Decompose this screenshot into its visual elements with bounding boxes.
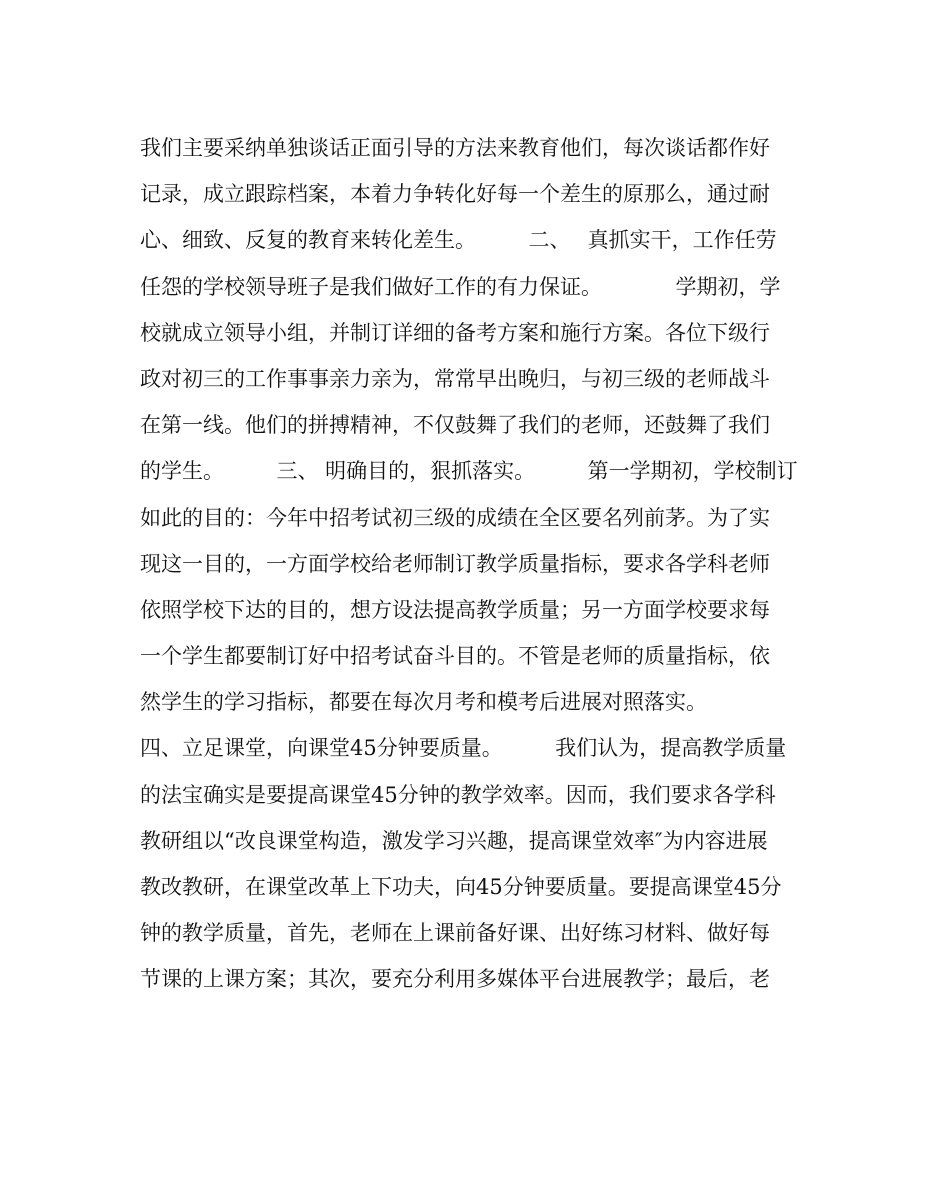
text-line: 钟的教学质量，首先，老师在上课前备好课、出好练习材料、做好每 [140,921,770,946]
text-line: 任怨的学校领导班子是我们做好工作的有力保证。 学期初，学 [140,274,781,299]
text-line: 四、立足课堂，向课堂45分钟要质量。 我们认为，提高教学质量 [140,736,787,761]
text-line: 校就成立领导小组，并制订详细的备考方案和施行方案。各位下级行 [140,320,770,345]
text-line: 现这一目的，一方面学校给老师制订教学质量指标，要求各学科老师 [140,551,770,576]
text-line: 然学生的学习指标，都要在每次月考和模考后进展对照落实。 [140,690,707,715]
text-line: 的法宝确实是要提高课堂45分钟的教学效率。因而，我们要求各学科 [140,782,776,807]
text-line: 心、细致、反复的教育来转化差生。 二、 真抓实干，工作任劳 [140,228,777,253]
text-line: 我们主要采纳单独谈话正面引导的方法来教育他们，每次谈话都作好 [140,136,770,160]
text-line: 在第一线。他们的拼搏精神，不仅鼓舞了我们的老师，还鼓舞了我们 [140,413,770,438]
text-line: 教研组以“改良课堂构造，激发学习兴趣，提高课堂效率″为内容进展 [140,828,768,853]
text-line: 记录，成立跟踪档案，本着力争转化好每一个差生的原那么，通过耐 [140,182,770,207]
text-line: 的学生。 三、 明确目的，狠抓落实。 第一学期初，学校制订 [140,459,798,484]
text-line: 如此的目的：今年中招考试初三级的成绩在全区要名列前茅。为了实 [140,505,770,530]
text-line: 节课的上课方案；其次，要充分利用多媒体平台进展教学；最后，老 [140,967,770,992]
body-text [140,125,820,1003]
text-line: 一个学生都要制订好中招考试奋斗目的。不管是老师的质量指标，依 [140,644,770,669]
text-line: 教改教研，在课堂改革上下功夫，向45分钟要质量。要提高课堂45分 [140,875,782,899]
text-line: 依照学校下达的目的，想方设法提高教学质量；另一方面学校要求每 [140,597,770,622]
text-line: 政对初三的工作事事亲力亲为，常常早出晚归，与初三级的老师战斗 [140,366,770,391]
